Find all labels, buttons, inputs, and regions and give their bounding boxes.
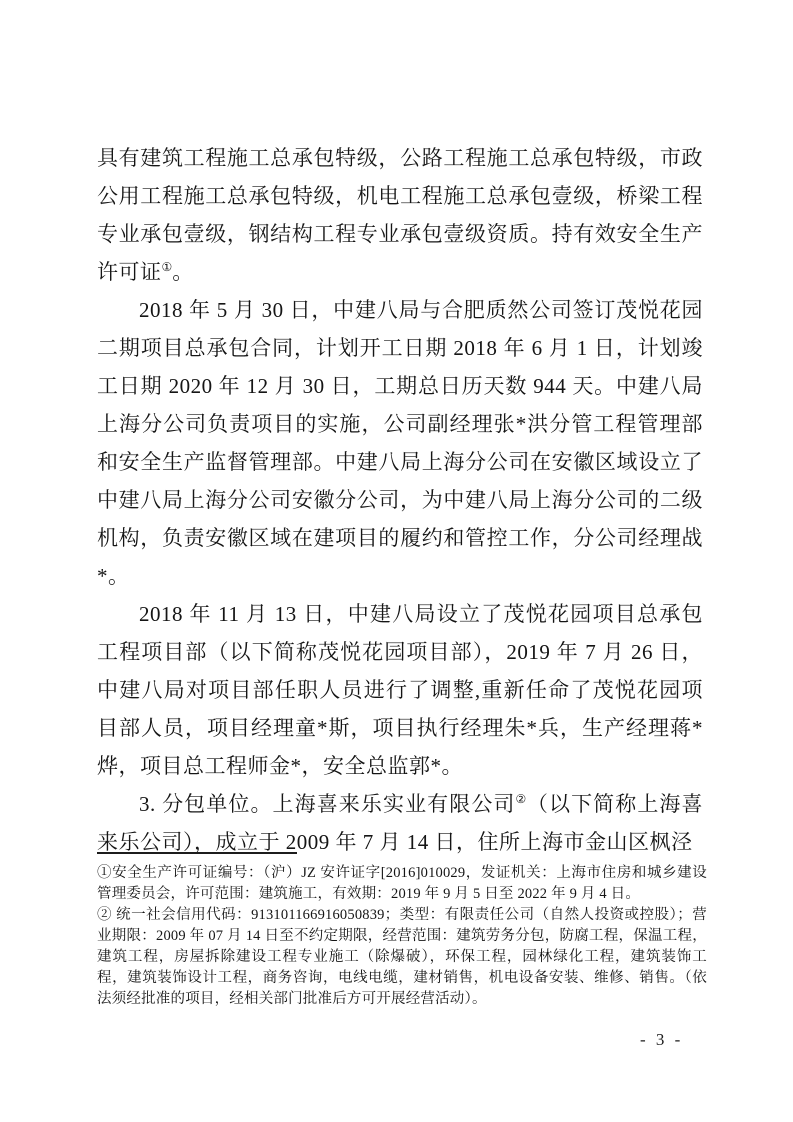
footnote-1: ①安全生产许可证编号：（沪）JZ 安许证字[2016]010029，发证机关：上海市住房和城乡建设管理委员会，许可范围：建筑施工，有效期：2019 年 9 月 5 日至 2022 年 9 月 4 日。 [97,865,707,902]
footnote-2: ② 统一社会信用代码：913101166916050839；类型：有限责任公司（自然人投资或控股）；营业期限：2009 年 07 月 14 日至不约定期限，经营范围：建筑劳务分包，防腐工程，保温工程，建筑工程，房屋拆除建设工程专业施工（除爆破），环保工程，园林绿化工程，建筑装饰工程，建筑装饰设计工程，商务咨询，电线电缆，建材销售，机电设备安装、维修、销售。（依法须经批准的项目，经相关部门批准后方可开展经营活动）。 [97,907,707,1007]
body-paragraph-qualifications [97,139,703,291]
body-paragraph-contract [97,291,703,595]
paragraph-text: 。 [172,260,194,284]
paragraph-text: 2018 年 11 月 13 日，中建八局设立了茂悦花园项目总承包工程项目部（以下简称茂悦花园项目部），2019 年 7 月 26 日，中建八局对项目部任职人员进行了调整,重新任命了茂悦花园项目部人员，项目经理童*斯，项目执行经理朱*兵，生产经理蒋*烨，项目总工程师金*，安全总监郭*。 [97,602,703,778]
paragraph-text: 2018 年 5 月 30 日，中建八局与合肥质然公司签订茂悦花园二期项目总承包合同，计划开工日期 2018 年 6 月 1 日，计划竣工日期 2020 年 12 月 30 日，工期总日历天数 944 天。中建八局上海分公司负责项目的实施，公司副经理张*洪分管工程管理部和安全生产监督管理部。中建八局上海分公司在安徽区域设立了中建八局上海分公司安徽分公司，为中建八局上海分公司的二级机构，负责安徽区域在建项目的履约和管控工作，分公司经理战*。 [97,298,703,588]
footnote-ref-1: ① [161,260,173,274]
footnote-separator [97,852,297,854]
document-body [97,139,703,861]
page-number: - 3 - [640,1030,684,1049]
body-paragraph-subcontractor [97,785,703,861]
footnote-ref-2: ② [515,792,527,806]
body-paragraph-project-dept [97,595,703,785]
paragraph-text: （以下简称上海喜来乐公司），成立于 2009 年 7 月 14 日，住所上海市金山区枫泾 [97,792,704,854]
footnotes-section [97,852,707,1010]
paragraph-text: 3. 分包单位。上海喜来乐实业有限公司 [139,792,516,816]
paragraph-text: 具有建筑工程施工总承包特级，公路工程施工总承包特级，市政公用工程施工总承包特级，机电工程施工总承包壹级，桥梁工程专业承包壹级，钢结构工程专业承包壹级资质。持有效安全生产许可证 [97,146,703,284]
